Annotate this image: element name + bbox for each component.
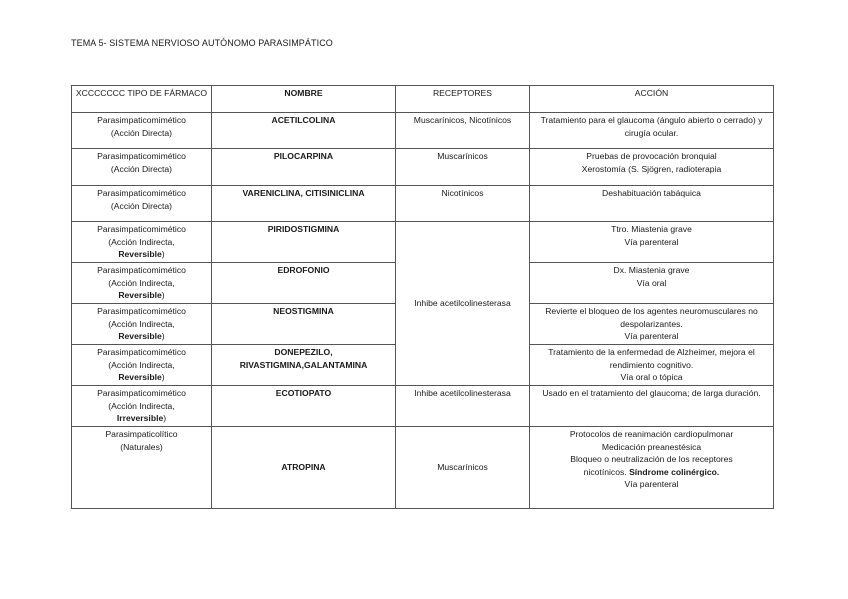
tipo-cell: Parasimpaticomimético (Acción Indirecta, Reversible) (72, 263, 212, 304)
nombre-cell: PIRIDOSTIGMINA (212, 222, 396, 263)
table-row (72, 222, 774, 263)
table-row (72, 149, 774, 186)
header-nombre: NOMBRE (212, 86, 396, 113)
receptores-merged-cell: Inhibe acetilcolinesterasa (396, 222, 530, 386)
tipo-cell: Parasimpaticomimético (Acción Directa) (72, 149, 212, 186)
table-header-row (72, 86, 774, 113)
accion-cell: Ttro. Miastenia grave Vía parenteral (530, 222, 774, 263)
table-row (72, 386, 774, 427)
tipo-cell: Parasimpaticomimético (Acción Indirecta, Irreversible) (72, 386, 212, 427)
table-row (72, 186, 774, 222)
receptores-cell: Muscarínicos (396, 149, 530, 186)
nombre-cell: ATROPINA (212, 427, 396, 509)
header-accion: ACCIÓN (530, 86, 774, 113)
nombre-cell: ACETILCOLINA (212, 113, 396, 149)
tipo-cell: Parasimpaticomimético (Acción Indirecta, Reversible) (72, 345, 212, 386)
accion-cell: Tratamiento de la enfermedad de Alzheimer, mejora el rendimiento cognitivo. Vía oral o tópica (530, 345, 774, 386)
nombre-cell: VARENICLINA, CITISINICLINA (212, 186, 396, 222)
receptores-cell: Muscarínicos (396, 427, 530, 509)
receptores-cell: Nicotínicos (396, 186, 530, 222)
nombre-cell: EDROFONIO (212, 263, 396, 304)
header-tipo: XCCCCCCC TIPO DE FÁRMACO (72, 86, 212, 113)
table-row (72, 113, 774, 149)
header-receptores: RECEPTORES (396, 86, 530, 113)
accion-cell: Protocolos de reanimación cardiopulmonar Medicación preanestésica Bloqueo o neutralización de los receptores nicotínicos. Síndrome colinérgico. Vía parenteral (530, 427, 774, 509)
accion-cell: Revierte el bloqueo de los agentes neuromusculares no despolarizantes. Vía parenteral (530, 304, 774, 345)
tipo-cell: Parasimpaticolítico (Naturales) (72, 427, 212, 509)
receptores-cell: Muscarínicos, Nicotínicos (396, 113, 530, 149)
receptores-cell: Inhibe acetilcolinesterasa (396, 386, 530, 427)
tipo-cell: Parasimpaticomimético (Acción Indirecta, Reversible) (72, 304, 212, 345)
accion-cell: Dx. Miastenia grave Vía oral (530, 263, 774, 304)
nombre-cell: NEOSTIGMINA (212, 304, 396, 345)
tipo-cell: Parasimpaticomimético (Acción Indirecta, Reversible) (72, 222, 212, 263)
drug-table (71, 85, 774, 509)
tipo-cell: Parasimpaticomimético (Acción Directa) (72, 186, 212, 222)
accion-cell: Deshabituación tabáquica (530, 186, 774, 222)
nombre-cell: DONEPEZILO, RIVASTIGMINA,GALANTAMINA (212, 345, 396, 386)
nombre-cell: ECOTIOPATO (212, 386, 396, 427)
accion-cell: Usado en el tratamiento del glaucoma; de larga duración. (530, 386, 774, 427)
table-row (72, 427, 774, 509)
accion-cell: Pruebas de provocación bronquial Xerostomía (S. Sjögren, radioterapia (530, 149, 774, 186)
nombre-cell: PILOCARPINA (212, 149, 396, 186)
accion-cell: Tratamiento para el glaucoma (ángulo abierto o cerrado) y cirugía ocular. (530, 113, 774, 149)
tipo-cell: Parasimpaticomimético (Acción Directa) (72, 113, 212, 149)
document-title: TEMA 5- SISTEMA NERVIOSO AUTÓNOMO PARASIMPÁTICO (71, 38, 333, 48)
